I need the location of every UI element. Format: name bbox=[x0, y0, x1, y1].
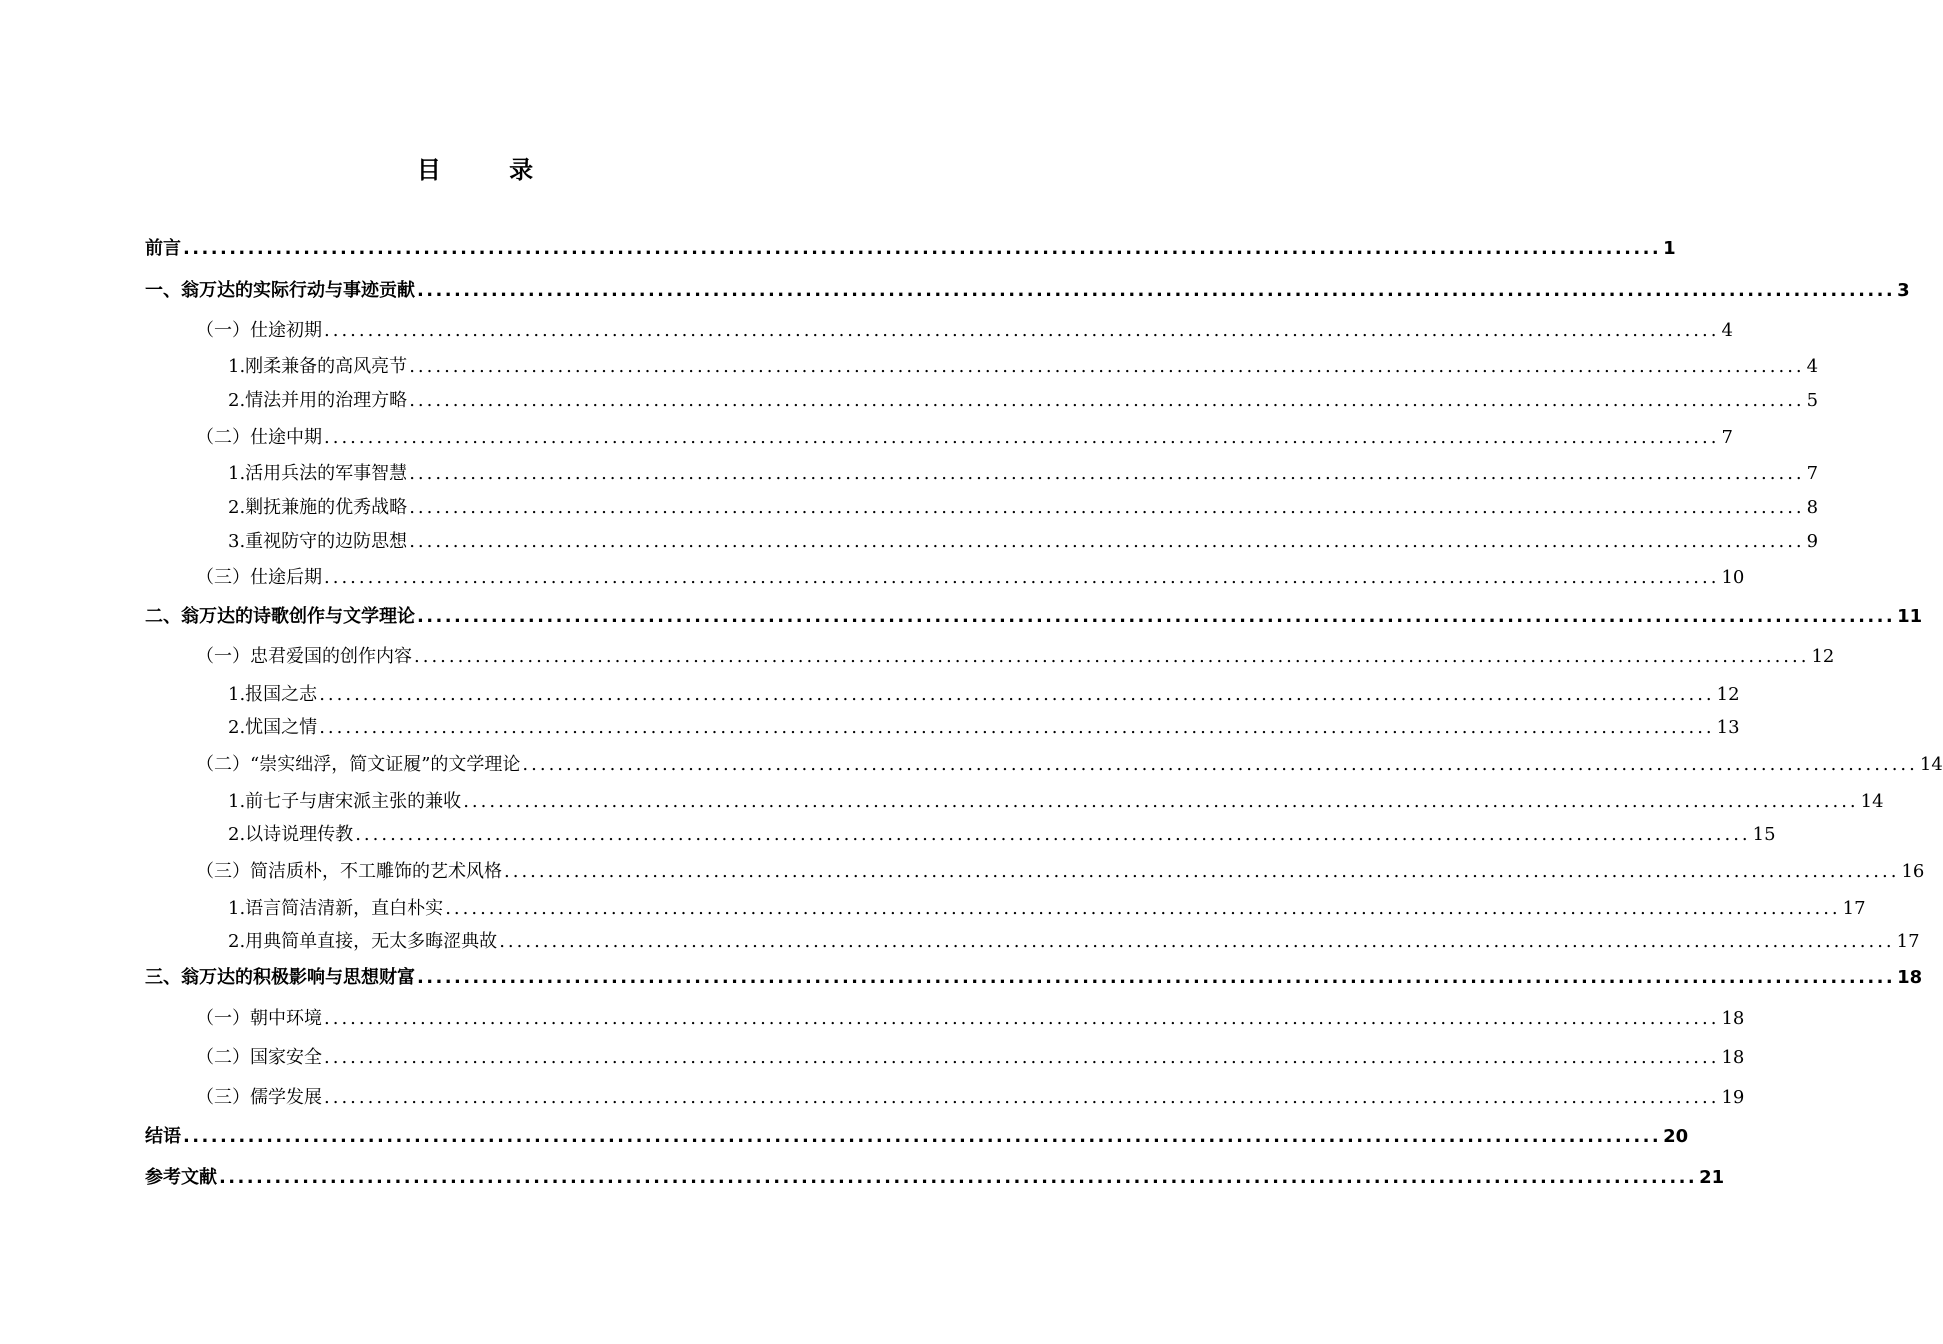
toc-page-number: 5 bbox=[1806, 390, 1819, 411]
toc-entry-label: （三）儒学发展 bbox=[196, 1087, 322, 1108]
toc-leader-dots: ................................................................................................................................................................ bbox=[417, 967, 1896, 988]
toc-entry[interactable] bbox=[145, 1122, 1689, 1148]
toc-page-number: 7 bbox=[1806, 463, 1819, 484]
toc-entry-label: （二）仕途中期 bbox=[196, 427, 322, 448]
toc-entry-label: 2.情法并用的治理方略 bbox=[228, 390, 408, 411]
toc-leader-dots: ................................................................................................................................................................ bbox=[183, 1126, 1662, 1147]
toc-entry[interactable] bbox=[196, 857, 1925, 883]
toc-entry-label: 2.忧国之情 bbox=[228, 717, 318, 738]
toc-entry-label: 结语 bbox=[145, 1126, 181, 1147]
toc-entry[interactable] bbox=[228, 894, 1866, 920]
toc-entry[interactable] bbox=[228, 713, 1740, 739]
toc-entry[interactable] bbox=[145, 602, 1923, 628]
toc-page-number: 18 bbox=[1897, 967, 1923, 988]
toc-page-number: 10 bbox=[1721, 567, 1745, 588]
toc-leader-dots: ................................................................................................................................................................ bbox=[324, 320, 1720, 341]
toc-entry[interactable] bbox=[228, 527, 1819, 553]
toc-leader-dots: ................................................................................................................................................................ bbox=[409, 390, 1805, 411]
toc-entry[interactable] bbox=[228, 386, 1819, 412]
toc-page-number: 12 bbox=[1716, 684, 1740, 705]
toc-leader-dots: ................................................................................................................................................................ bbox=[324, 1087, 1720, 1108]
toc-entry[interactable] bbox=[228, 459, 1819, 485]
toc-leader-dots: ................................................................................................................................................................ bbox=[183, 238, 1662, 259]
page-title: 目 录 bbox=[416, 156, 564, 184]
toc-page-number: 21 bbox=[1699, 1167, 1725, 1188]
toc-page-number: 7 bbox=[1721, 427, 1733, 448]
toc-leader-dots: ................................................................................................................................................................ bbox=[319, 684, 1715, 705]
toc-page-number: 18 bbox=[1721, 1008, 1745, 1029]
toc-leader-dots: ................................................................................................................................................................ bbox=[445, 898, 1841, 919]
toc-entry[interactable] bbox=[196, 750, 1943, 776]
toc-page-number: 4 bbox=[1806, 356, 1819, 377]
toc-leader-dots: ................................................................................................................................................................ bbox=[409, 497, 1805, 518]
toc-entry-label: 三、翁万达的积极影响与思想财富 bbox=[145, 967, 415, 988]
toc-leader-dots: ................................................................................................................................................................ bbox=[417, 280, 1896, 301]
toc-leader-dots: ................................................................................................................................................................ bbox=[324, 427, 1720, 448]
toc-leader-dots: ................................................................................................................................................................ bbox=[355, 824, 1751, 845]
toc-leader-dots: ................................................................................................................................................................ bbox=[409, 531, 1805, 552]
toc-page-number: 17 bbox=[1896, 931, 1920, 952]
toc-entry-label: （三）简洁质朴，不工雕饰的艺术风格 bbox=[196, 861, 502, 882]
toc-page-number: 18 bbox=[1721, 1047, 1745, 1068]
toc-page-number: 20 bbox=[1663, 1126, 1689, 1147]
toc-entry[interactable] bbox=[196, 642, 1835, 668]
toc-page-number: 15 bbox=[1752, 824, 1776, 845]
toc-entry[interactable] bbox=[196, 316, 1733, 342]
toc-entry-label: 2.用典简单直接，无太多晦涩典故 bbox=[228, 931, 498, 952]
toc-page-number: 16 bbox=[1901, 861, 1925, 882]
toc-entry[interactable] bbox=[228, 820, 1776, 846]
toc-entry-label: （二）国家安全 bbox=[196, 1047, 322, 1068]
toc-entry-label: 2.以诗说理传教 bbox=[228, 824, 354, 845]
toc-entry-label: 1.报国之志 bbox=[228, 684, 318, 705]
toc-leader-dots: ................................................................................................................................................................ bbox=[324, 1047, 1720, 1068]
toc-page-number: 13 bbox=[1716, 717, 1740, 738]
toc-entry[interactable] bbox=[228, 680, 1740, 706]
toc-page-number: 3 bbox=[1897, 280, 1910, 301]
toc-entry[interactable] bbox=[196, 1083, 1745, 1109]
toc-entry[interactable] bbox=[228, 927, 1920, 953]
toc-entry-label: （一）忠君爱国的创作内容 bbox=[196, 646, 412, 667]
toc-entry-label: 一、翁万达的实际行动与事迹贡献 bbox=[145, 280, 415, 301]
toc-entry-label: 参考文献 bbox=[145, 1167, 217, 1188]
toc-entry[interactable] bbox=[145, 276, 1910, 302]
toc-entry[interactable] bbox=[145, 234, 1676, 260]
toc-page-number: 4 bbox=[1721, 320, 1733, 341]
toc-leader-dots: ................................................................................................................................................................ bbox=[409, 356, 1805, 377]
toc-leader-dots: ................................................................................................................................................................ bbox=[324, 1008, 1720, 1029]
toc-entry[interactable] bbox=[145, 1163, 1725, 1189]
toc-leader-dots: ................................................................................................................................................................ bbox=[417, 606, 1896, 627]
toc-page-number: 11 bbox=[1897, 606, 1923, 627]
toc-entry[interactable] bbox=[196, 1043, 1745, 1069]
toc-leader-dots: ................................................................................................................................................................ bbox=[324, 567, 1720, 588]
toc-entry-label: （一）朝中环境 bbox=[196, 1008, 322, 1029]
toc-entry[interactable] bbox=[228, 493, 1819, 519]
toc-page-number: 14 bbox=[1860, 791, 1884, 812]
toc-page-number: 1 bbox=[1663, 238, 1676, 259]
toc-entry-label: 2.剿抚兼施的优秀战略 bbox=[228, 497, 408, 518]
toc-page-number: 12 bbox=[1811, 646, 1835, 667]
toc-page-number: 9 bbox=[1806, 531, 1819, 552]
toc-page-number: 8 bbox=[1806, 497, 1819, 518]
toc-entry[interactable] bbox=[228, 787, 1884, 813]
toc-entry[interactable] bbox=[196, 563, 1745, 589]
toc-entry-label: 1.活用兵法的军事智慧 bbox=[228, 463, 408, 484]
toc-page-number: 19 bbox=[1721, 1087, 1745, 1108]
toc-entry-label: 二、翁万达的诗歌创作与文学理论 bbox=[145, 606, 415, 627]
toc-leader-dots: ................................................................................................................................................................ bbox=[504, 861, 1900, 882]
toc-entry-label: （三）仕途后期 bbox=[196, 567, 322, 588]
toc-entry-label: （一）仕途初期 bbox=[196, 320, 322, 341]
toc-entry[interactable] bbox=[196, 423, 1733, 449]
toc-entry-label: 1.刚柔兼备的高风亮节 bbox=[228, 356, 408, 377]
toc-entry-label: 3.重视防守的边防思想 bbox=[228, 531, 408, 552]
toc-leader-dots: ................................................................................................................................................................ bbox=[414, 646, 1810, 667]
toc-entry-label: 1.前七子与唐宋派主张的兼收 bbox=[228, 791, 462, 812]
toc-leader-dots: ................................................................................................................................................................ bbox=[463, 791, 1859, 812]
toc-leader-dots: ................................................................................................................................................................ bbox=[319, 717, 1715, 738]
toc-entry[interactable] bbox=[196, 1004, 1745, 1030]
toc-entry[interactable] bbox=[228, 352, 1819, 378]
toc-leader-dots: ................................................................................................................................................................ bbox=[219, 1167, 1698, 1188]
toc-leader-dots: ................................................................................................................................................................ bbox=[522, 754, 1918, 775]
toc-leader-dots: ................................................................................................................................................................ bbox=[409, 463, 1805, 484]
toc-entry-label: 1.语言简洁清新，直白朴实 bbox=[228, 898, 444, 919]
toc-entry-label: （二）“崇实绌浮，简文证履”的文学理论 bbox=[196, 754, 521, 775]
toc-leader-dots: ................................................................................................................................................................ bbox=[499, 931, 1895, 952]
toc-page-number: 17 bbox=[1842, 898, 1866, 919]
toc-entry[interactable] bbox=[145, 963, 1923, 989]
toc-page-number: 14 bbox=[1919, 754, 1943, 775]
toc-entry-label: 前言 bbox=[145, 238, 181, 259]
